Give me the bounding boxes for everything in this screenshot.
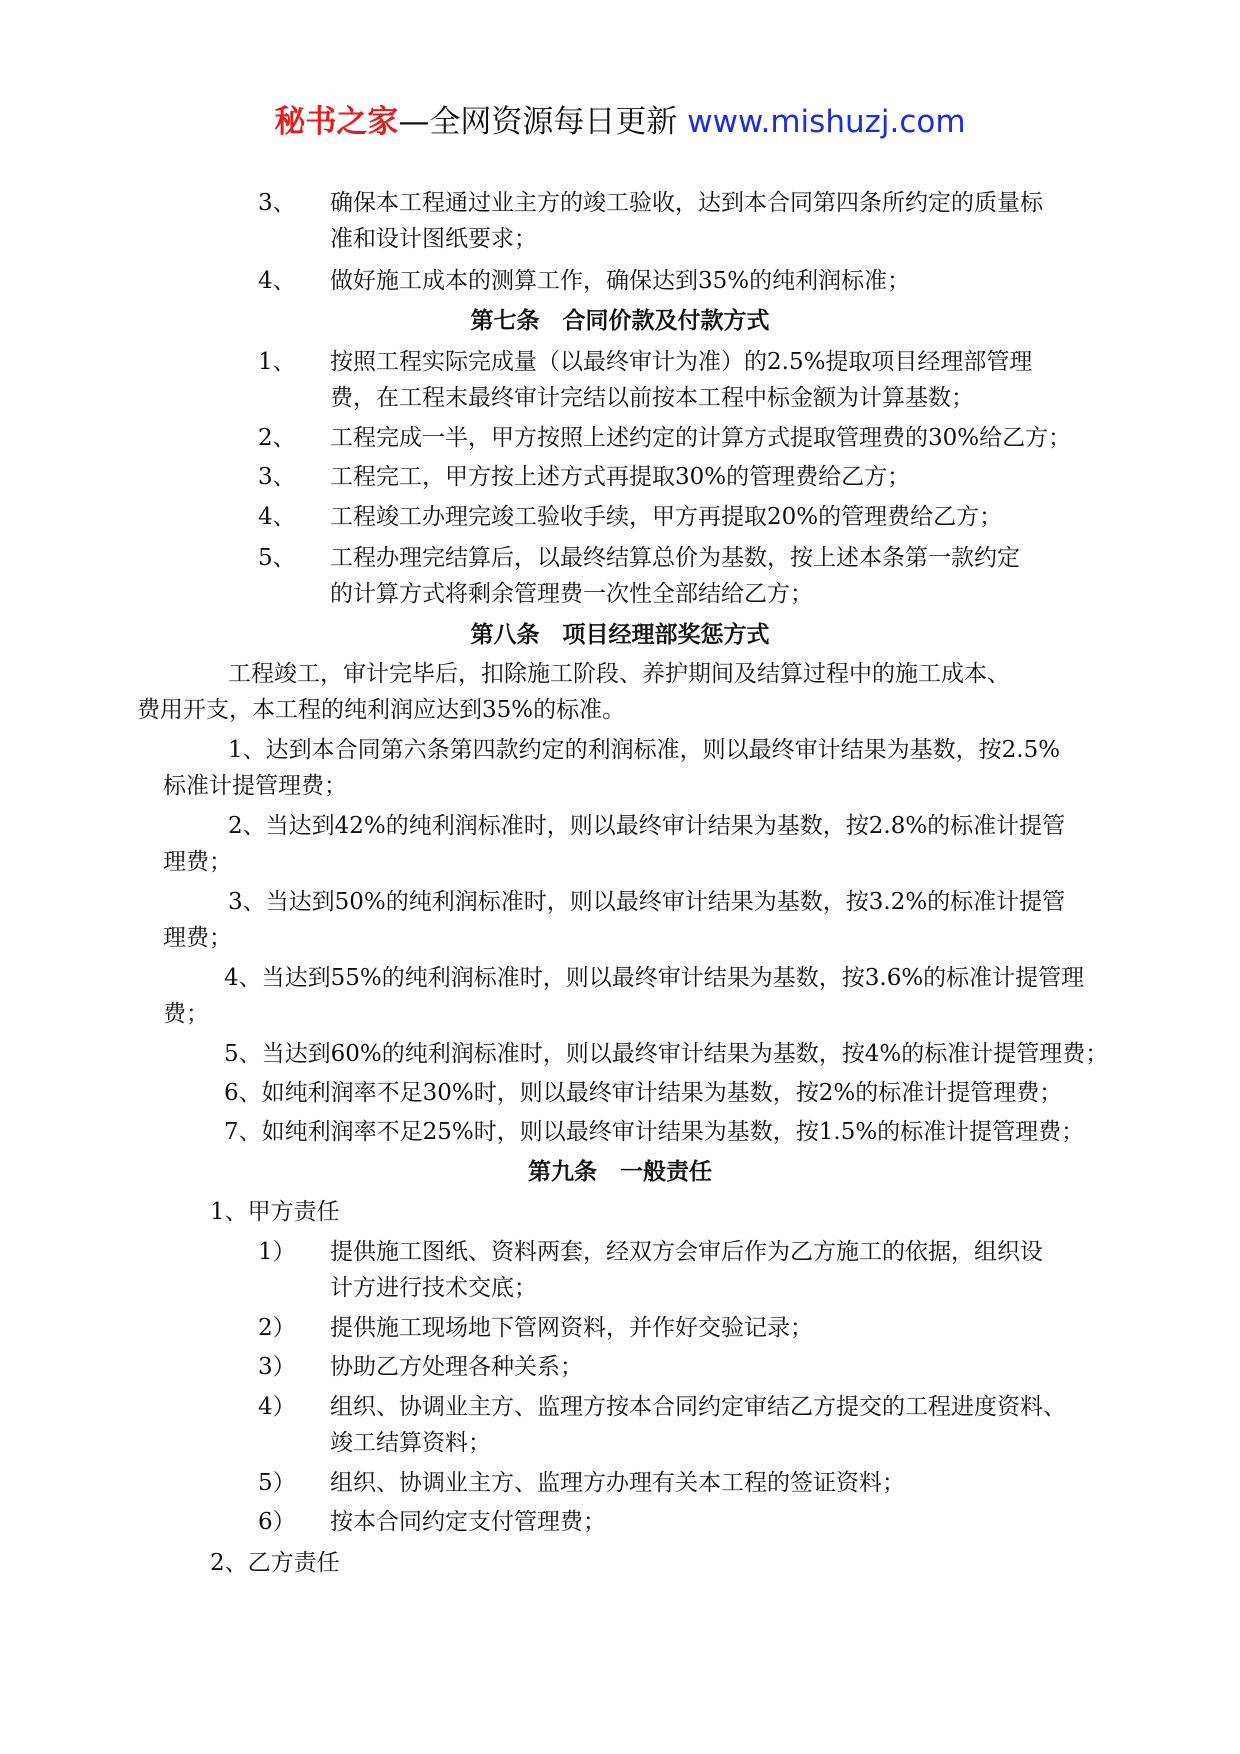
item-text: 工程办理完结算后，以最终结算总价为基数，按上述本条第一款约定 xyxy=(330,545,1020,571)
item-text: 协助乙方处理各种关系； xyxy=(330,1354,583,1380)
item-text-cont: 计方进行技术交底； xyxy=(330,1275,537,1301)
item-text-cont: 的计算方式将剩余管理费一次性全部结给乙方； xyxy=(330,581,813,607)
item-text: 工程完工，甲方按上述方式再提取30%的管理费给乙方； xyxy=(330,464,911,490)
site-url-link[interactable]: www.mishuzj.com xyxy=(687,104,966,140)
item-text: 组织、协调业主方、监理方按本合同约定审结乙方提交的工程进度资料、 xyxy=(330,1394,1066,1420)
article-heading: 第八条 项目经理部奖惩方式 xyxy=(470,622,770,648)
item-number: 1） xyxy=(258,1239,296,1265)
subsection-label: 2、乙方责任 xyxy=(210,1550,340,1576)
paragraph-line: 4、当达到55%的纯利润标准时，则以最终审计结果为基数，按3.6%的标准计提管理 xyxy=(224,965,1085,991)
item-text-cont: 竣工结算资料； xyxy=(330,1430,491,1456)
paragraph-line: 费； xyxy=(163,1001,209,1027)
item-number: 3、 xyxy=(258,464,296,490)
site-brand: 秘书之家 xyxy=(274,104,399,140)
item-text: 工程竣工办理完竣工验收手续，甲方再提取20%的管理费给乙方； xyxy=(330,504,1003,530)
item-number: 3、 xyxy=(258,190,296,216)
paragraph-line: 6、如纯利润率不足30%时，则以最终审计结果为基数，按2%的标准计提管理费； xyxy=(224,1080,1063,1106)
paragraph-line: 标准计提管理费； xyxy=(163,773,347,799)
item-number: 5、 xyxy=(258,545,296,571)
paragraph-line: 费用开支，本工程的纯利润应达到35%的标准。 xyxy=(137,697,626,723)
item-number: 6） xyxy=(258,1509,296,1535)
item-number: 4、 xyxy=(258,268,296,294)
item-number: 5） xyxy=(258,1470,296,1496)
subsection-label: 1、甲方责任 xyxy=(210,1199,340,1225)
item-number: 2） xyxy=(258,1315,296,1341)
item-text: 组织、协调业主方、监理方办理有关本工程的签证资料； xyxy=(330,1470,905,1496)
article-heading: 第七条 合同价款及付款方式 xyxy=(470,308,770,334)
item-text: 提供施工图纸、资料两套，经双方会审后作为乙方施工的依据，组织设 xyxy=(330,1239,1043,1265)
item-text: 确保本工程通过业主方的竣工验收，达到本合同第四条所约定的质量标 xyxy=(330,190,1043,216)
paragraph-line: 理费； xyxy=(163,925,232,951)
paragraph-line: 理费； xyxy=(163,849,232,875)
site-header xyxy=(0,98,1240,146)
site-tagline: —全网资源每日更新 xyxy=(398,104,678,140)
item-text: 按本合同约定支付管理费； xyxy=(330,1509,606,1535)
item-number: 1、 xyxy=(258,349,296,375)
item-number: 2、 xyxy=(258,425,296,451)
item-number: 4） xyxy=(258,1394,296,1420)
paragraph-line: 5、当达到60%的纯利润标准时，则以最终审计结果为基数，按4%的标准计提管理费； xyxy=(224,1041,1109,1067)
paragraph-line: 7、如纯利润率不足25%时，则以最终审计结果为基数，按1.5%的标准计提管理费； xyxy=(224,1119,1085,1145)
item-text: 按照工程实际完成量（以最终审计为准）的2.5%提取项目经理部管理 xyxy=(330,349,1033,375)
paragraph-line: 2、当达到42%的纯利润标准时，则以最终审计结果为基数，按2.8%的标准计提管 xyxy=(228,813,1066,839)
item-text-cont: 准和设计图纸要求； xyxy=(330,226,537,252)
paragraph-line: 工程竣工，审计完毕后，扣除施工阶段、养护期间及结算过程中的施工成本、 xyxy=(228,661,1010,687)
item-number: 4、 xyxy=(258,504,296,530)
item-text: 做好施工成本的测算工作，确保达到35%的纯利润标准； xyxy=(330,268,911,294)
article-heading: 第九条 一般责任 xyxy=(528,1159,712,1185)
item-text-cont: 费，在工程末最终审计完结以前按本工程中标金额为计算基数； xyxy=(330,385,974,411)
item-number: 3） xyxy=(258,1354,296,1380)
item-text: 工程完成一半，甲方按照上述约定的计算方式提取管理费的30%给乙方； xyxy=(330,425,1072,451)
item-text: 提供施工现场地下管网资料，并作好交验记录； xyxy=(330,1315,813,1341)
paragraph-line: 1、达到本合同第六条第四款约定的利润标准，则以最终审计结果为基数，按2.5% xyxy=(228,737,1061,763)
paragraph-line: 3、当达到50%的纯利润标准时，则以最终审计结果为基数，按3.2%的标准计提管 xyxy=(228,889,1066,915)
